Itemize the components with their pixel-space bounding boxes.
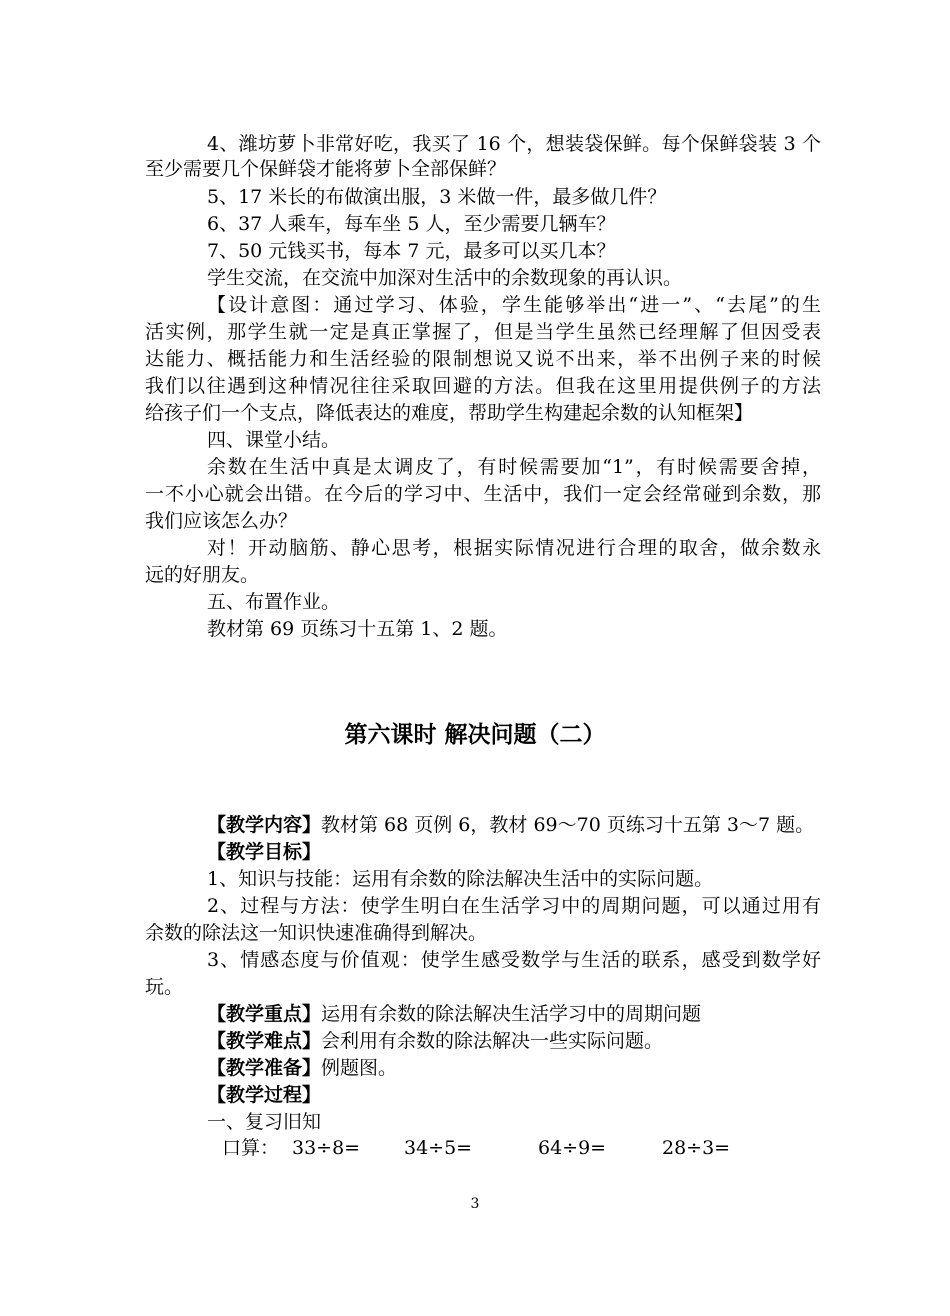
calc-item-3: 64÷9= <box>538 1137 607 1159</box>
teaching-preparation <box>207 1056 397 1081</box>
answer-line-1: 对！开动脑筋、静心思考，根据实际情况进行合理的取舍，做余数永 <box>207 537 821 559</box>
goal-2-line-2: 余数的除法这一知识快速准确得到解决。 <box>145 922 488 944</box>
answer-line-2: 远的好朋友。 <box>145 564 260 586</box>
goal-2-line-1: 2、过程与方法：使学生明白在生活学习中的周期问题，可以通过用有 <box>207 895 821 917</box>
summary-line-2: 一不小心就会出错。在今后的学习中、生活中，我们一定会经常碰到余数，那 <box>145 483 821 505</box>
design-intent-line-2: 活实例，那学生就一定是真正掌握了，但是当学生虽然已经理解了但因受表 <box>145 321 821 343</box>
calc-item-2: 34÷5= <box>404 1137 473 1159</box>
teaching-process-label: 【教学过程】 <box>207 1084 322 1106</box>
teaching-content <box>207 813 814 838</box>
oral-calc-label: 口算： <box>222 1137 280 1159</box>
question-6: 6、37 人乘车，每车坐 5 人，至少需要几辆车？ <box>207 213 616 235</box>
preparation-label: 【教学准备】 <box>207 1057 322 1079</box>
key-points-text: 运用有余数的除法解决生活学习中的周期问题 <box>321 1003 702 1025</box>
teaching-content-text: 教材第 68 页例 6，教材 69～70 页练习十五第 3～7 题。 <box>321 814 815 836</box>
preparation-text: 例题图。 <box>321 1057 398 1079</box>
summary-line-3: 我们应该怎么办？ <box>145 510 298 532</box>
question-4-line-2: 至少需要几个保鲜袋才能将萝卜全部保鲜？ <box>145 158 507 180</box>
teaching-goals-label: 【教学目标】 <box>207 841 322 863</box>
design-intent-line-3: 达能力、概括能力和生活经验的限制想说又说不出来，举不出例子来的时候 <box>145 348 821 370</box>
calc-item-1: 33÷8= <box>292 1137 361 1159</box>
review-heading: 一、复习旧知 <box>207 1111 322 1133</box>
page-number: 3 <box>470 1196 480 1212</box>
teaching-difficulties <box>207 1029 663 1054</box>
calc-item-4: 28÷3= <box>662 1137 731 1159</box>
difficulties-text: 会利用有余数的除法解决一些实际问题。 <box>321 1030 664 1052</box>
student-exchange: 学生交流，在交流中加深对生活中的余数现象的再认识。 <box>207 267 683 289</box>
question-5: 5、17 米长的布做演出服，3 米做一件，最多做几件？ <box>207 186 667 208</box>
teaching-content-label: 【教学内容】 <box>207 814 322 836</box>
question-4-line-1: 4、潍坊萝卜非常好吃，我买了 16 个，想装袋保鲜。每个保鲜袋装 3 个 <box>207 133 821 155</box>
question-7: 7、50 元钱买书，每本 7 元，最多可以买几本？ <box>207 240 616 262</box>
goal-3-line-2: 玩。 <box>145 976 184 998</box>
key-points-label: 【教学重点】 <box>207 1003 322 1025</box>
summary-line-1: 余数在生活中真是太调皮了，有时候需要加“1”，有时候需要舍掉， <box>207 456 821 478</box>
design-intent-line-5: 给孩子们一个支点，降低表达的难度，帮助学生构建起余数的认知框架】 <box>145 402 754 424</box>
difficulties-label: 【教学难点】 <box>207 1030 322 1052</box>
lesson-title: 第六课时 解决问题（二） <box>344 722 606 748</box>
design-intent-line-4: 我们以往遇到这种情况往往采取回避的方法。但我在这里用提供例子的方法 <box>145 375 821 397</box>
goal-1: 1、知识与技能：运用有余数的除法解决生活中的实际问题。 <box>207 868 714 890</box>
section-4-heading: 四、课堂小结。 <box>207 429 341 451</box>
section-5-heading: 五、布置作业。 <box>207 591 341 613</box>
teaching-key-points <box>207 1002 701 1027</box>
goal-3-line-1: 3、情感态度与价值观：使学生感受数学与生活的联系，感受到数学好 <box>207 949 821 971</box>
homework: 教材第 69 页练习十五第 1、2 题。 <box>207 618 508 640</box>
design-intent-line-1: 【设计意图：通过学习、体验，学生能够举出“进一”、“去尾”的生 <box>207 294 821 316</box>
